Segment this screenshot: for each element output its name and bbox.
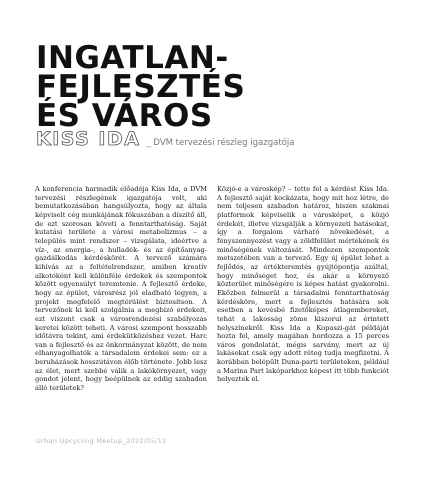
- headline-line-3: ÉS VÁROS: [36, 98, 213, 134]
- article-headline: [36, 40, 246, 134]
- byline: [36, 128, 294, 150]
- headline-line-2: FEJLESZTÉS: [36, 69, 246, 105]
- body-column-right: [217, 185, 389, 384]
- body-paragraph-left: A konferencia harmadik előadója Kiss Ida, a DVM tervezési részlegének igazgatója volt, aki bemutatkozásában hangsúlyozta, hogy az általa képviselt cég munkájának fókuszában a díszítő áll, de ezt szorosan követi a fenntarthatóság. Saját kutatási területe a városi metabolizmus – a település mint rendszer – vizsgálata, ideértve a víz-, az energia-, a hulladék- és az építőanyag-gazdálkodás kérdéskörét. A tervező számára kihívás az a feltételrendszer, amiben kreatív alkotóként kell különféle érdekek és szempontok között egyensúlyt teremtenie. A fejlesztő érdeke, hogy az épület, városrész jól eladható legyen, a projekt megfelelő megtérülést biztosítson. A tervezőnek ki kell szolgálnia a megbízó érdekeit, ezt viszont csak a városrendezési szabályozás keretei között teheti. A városi szempont hosszabb időtávra tekint, ami érdekütközéshez vezet. Harc van a fejlesztő és az önkormányzat között, de nem elhanyagolhatók a társadalom érdekei sem: ez a beruházások hosszútávon élőb története. Jobb lesz az élet, mert szebbé válik a lakókörnyezet, vagy gondot jelent, hogy beépülnek az eddig szabadon álló területek?: [35, 185, 207, 393]
- author-name: KISS IDA: [36, 128, 141, 150]
- headline-line-1: INGATLAN-: [36, 40, 229, 76]
- author-role: _ DVM tervezési részleg igazgatója: [146, 138, 295, 148]
- body-paragraph-right: Közjó-e a városkép? – tette fel a kérdést Kiss Ida. A fejlesztő saját kockázata, hogy mit hoz létre, de nem teljesen szabadon határoz, hiszen szakmai platformok képviselik a városképet, a közjó érdekét, illetve vizsgálják a környezeti hatásokat, így a forgalom várható növekedését, a fényszennyezést vagy a zöldfelület mértékének és minőségének változását. Mindezen szempontok metszetében van a tervező. Egy új épület lehet a fejlődés, az értékteremtés gyújtópontja azáltal, hogy minőséget hoz, és akár a környező közterület minőségére is képes hatást gyakorolni. Ekőzben felmerül a társadalmi fenntarthatóság kérdésköre, mert a fejlesztés hatására sok esetben a kevésbé fizetőképes átlagembereket, tehát a lakosság zöme kiszorul az érintett helyszínekről. Kiss Ida a Kopaszi-gát példáját hozta fel, amely magában hordozza a 15 perces város gondolatát, mégis sarvány, mert az új lakásokat csak egy adott réteg tudja megfizetni. A korábban belépült Duna-parti területeken, például a Marina Part lakóparkhoz képest itt több funkciót helyeztek el.: [217, 185, 389, 384]
- footer-event-label: Urban Upcycling Meetup_2022/05/12: [36, 437, 167, 445]
- body-column-left: [35, 185, 207, 393]
